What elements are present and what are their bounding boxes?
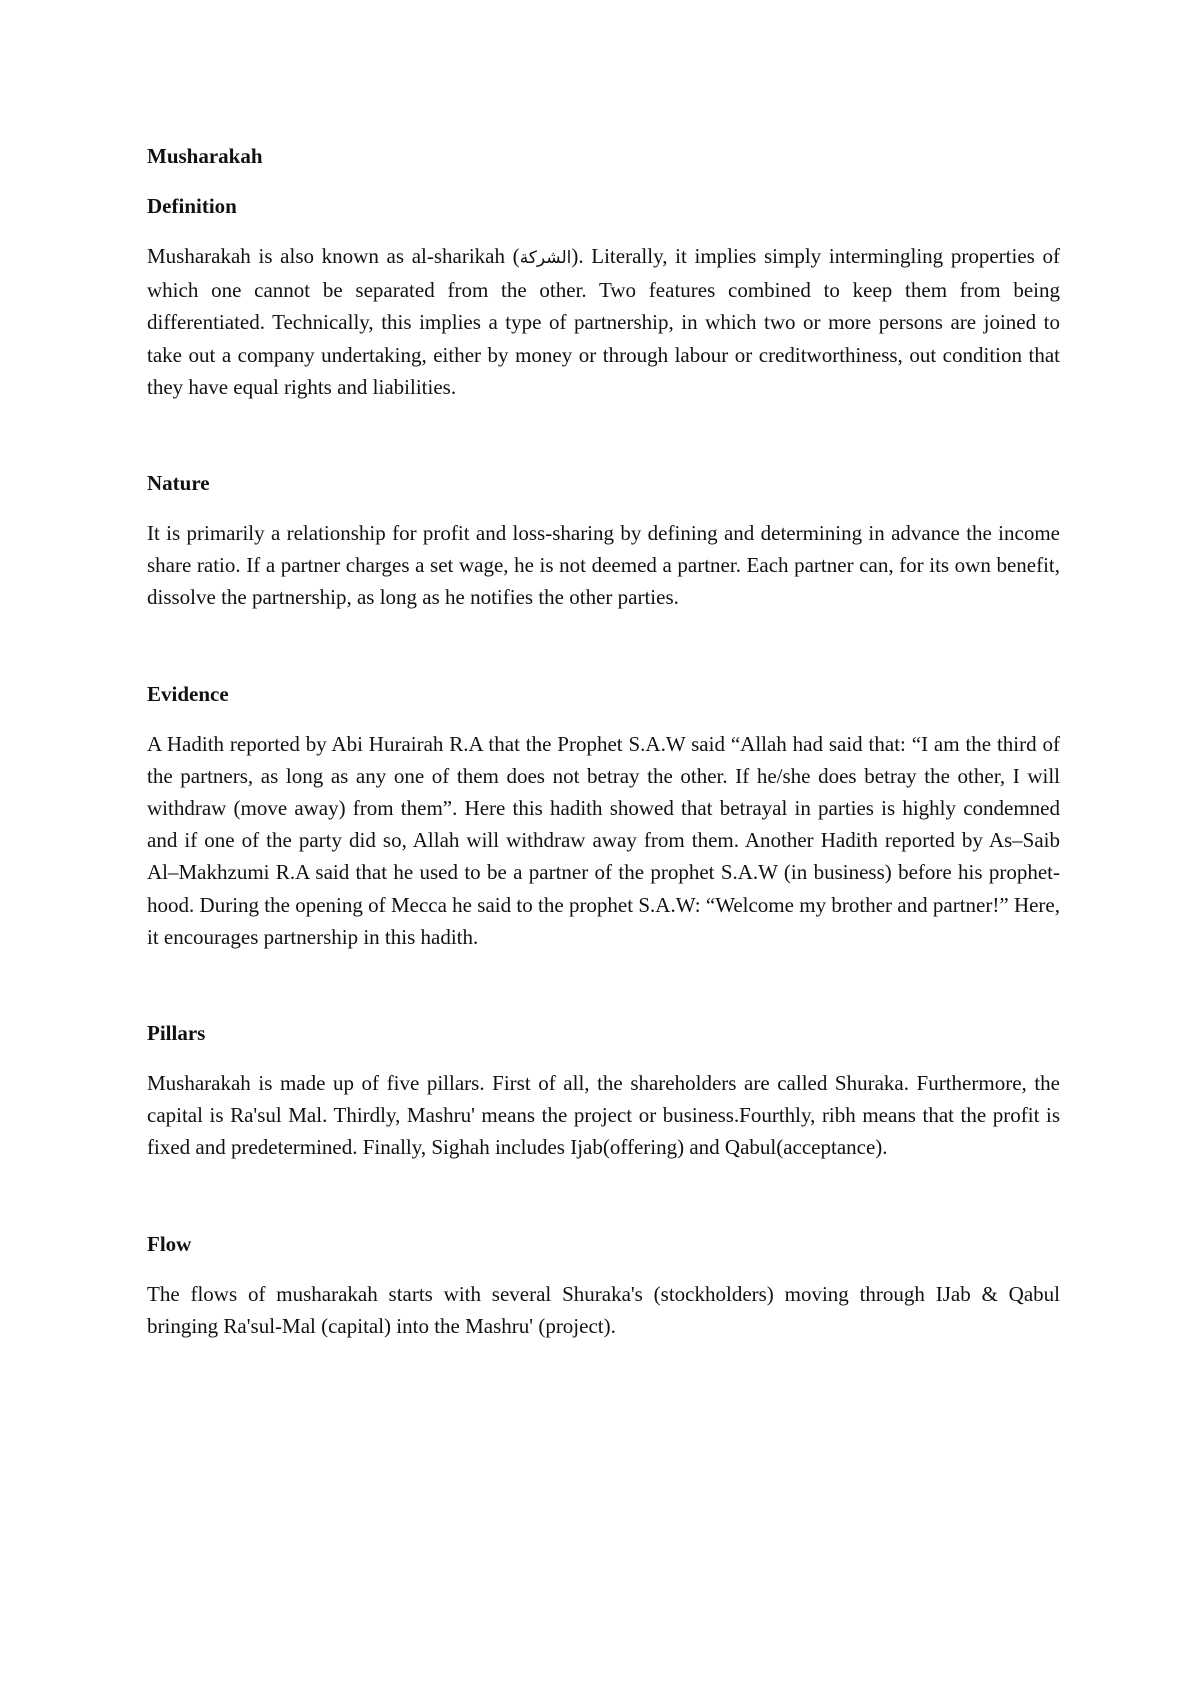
section-heading-definition: Definition <box>147 194 237 218</box>
section-heading-flow: Flow <box>147 1231 192 1256</box>
definition-text-rest: ). Literally, it implies simply intermingling properties of which one cannot be separated from the other. Two features combined to keep them from being differentiated. Technically, this implies a type of partnership, in which two or more persons are joined to take out a company undertaking, either by money or through labour or creditworthiness, out condition that they have equal rights and liabilities. <box>147 244 1061 399</box>
section-flow <box>147 1228 1060 1342</box>
section-heading-pillars: Pillars <box>147 1021 206 1046</box>
section-spacer <box>147 1164 1060 1228</box>
section-definition <box>147 190 1060 403</box>
document-title: Musharakah <box>147 144 263 168</box>
section-heading-evidence: Evidence <box>147 681 229 706</box>
section-pillars <box>147 1017 1060 1164</box>
document-page <box>147 140 1060 1342</box>
definition-text-start: Musharakah is also known as al-sharikah ( <box>147 244 520 268</box>
arabic-term: الشركة <box>519 248 572 268</box>
section-nature <box>147 467 1060 614</box>
section-evidence <box>147 678 1060 953</box>
section-heading-nature: Nature <box>147 471 210 496</box>
section-spacer <box>147 403 1060 467</box>
section-body-evidence: A Hadith reported by Abi Hurairah R.A that the Prophet S.A.W said “Allah had said that: “I am the third of the partners, as long as any one of them does not betray the other. If he/she does betray the other, I will withdraw (move away) from them”. Here this hadith showed that betrayal in parties is highly condemned and if one of the party did so, Allah will withdraw away from them. Another Hadith reported by As–Saib Al–Makhzumi R.A said that he used to be a partner of the prophet S.A.W (in business) before his prophet-hood. During the opening of Mecca he said to the prophet S.A.W: “Welcome my brother and partner!” Here, it encourages partnership in this hadith. <box>147 731 1060 949</box>
section-body-pillars: Musharakah is made up of five pillars. First of all, the shareholders are called Shuraka. Furthermore, the capital is Ra'sul Mal. Thirdly, Mashru' means the project or business.Fourthly, ribh means that the profit is fixed and predetermined. Finally, Sighah includes Ijab(offering) and Qabul(acceptance). <box>147 1071 1060 1160</box>
section-body-nature: It is primarily a relationship for profit and loss-sharing by defining and determining in advance the income share ratio. If a partner charges a set wage, he is not deemed a partner. Each partner can, for its own benefit, dissolve the partnership, as long as he notifies the other parties. <box>147 521 1060 610</box>
section-body-flow: The flows of musharakah starts with several Shuraka's (stockholders) moving through IJab & Qabul bringing Ra'sul-Mal (capital) into the Mashru' (project). <box>147 1281 1060 1338</box>
section-body-definition <box>147 240 1060 403</box>
section-spacer <box>147 614 1060 678</box>
section-spacer <box>147 953 1060 1017</box>
